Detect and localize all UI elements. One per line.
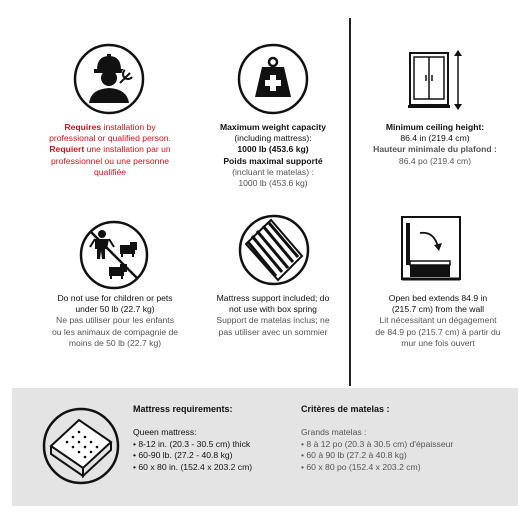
list-item: • 60 x 80 in. (152.4 x 203.2 cm) (133, 462, 293, 474)
requiert-label: Requiert (49, 144, 85, 155)
mattress-requirements-heading: Mattress requirements: (133, 404, 233, 414)
mattress-icon (41, 406, 121, 486)
weight-capacity: Maximum weight capacity (including mattress): 1000 lb (453.6 kg) Poids maximal supporté (incluant le matelas) : 1000 lb (453.6 kg) (219, 122, 327, 189)
list-item: • 60-90 lb. (27.2 - 40.8 kg) (133, 450, 293, 462)
list-item: • 60 x 80 po (152.4 x 203.2 cm) (301, 462, 511, 474)
bed-opening-icon (398, 213, 464, 285)
requires-label: Requires (64, 122, 102, 132)
mattress-support-note: Mattress support included; do not use with box spring Support de matelas inclus; ne pas utiliser avec un sommier (216, 293, 330, 337)
worker-wrench-icon (73, 43, 145, 115)
list-item: • 8 à 12 po (20.3 à 30.5 cm) d'épaisseur (301, 439, 511, 451)
mattress-requirements-fr (301, 404, 511, 474)
vertical-divider (349, 18, 351, 386)
slat-support-icon (238, 214, 310, 286)
installation-requirement: Requires installation by professional or qualified person. Requiert une installation par un professionnel ou une personne qualifiée (49, 122, 171, 177)
list-item: • 8-12 in. (20.3 - 30.5 cm) thick (133, 439, 293, 451)
cabinet-height-icon (404, 45, 464, 115)
mattress-requirements-en (133, 404, 293, 474)
criteres-matelas-heading: Critères de matelas : (301, 404, 390, 414)
open-bed-extension: Open bed extends 84.9 in (215.7 cm) from the wall Lit nécessitant un dégagement de 84.9 po (215.7 cm) à partir du mur une fois ouvert (375, 293, 501, 348)
children-pets-warning: Do not use for children or pets under 50 lb (22.7 kg) Ne pas utiliser pour les enfants ou les animaux de compagnie de moins de 50 lb (22.7 kg) (51, 293, 179, 348)
list-item: • 60 à 90 lb (27.2 à 40.8 kg) (301, 450, 511, 462)
ceiling-height: Minimum ceiling height: 86.4 in (219.4 cm) Hauteur minimale du plafond : 86.4 po (219.4 cm) (373, 122, 497, 166)
queen-mattress-label: Queen mattress: (133, 426, 197, 437)
weight-plus-icon (237, 43, 309, 115)
grands-matelas-label: Grands matelas : (301, 426, 367, 437)
no-children-pets-icon (78, 219, 150, 291)
